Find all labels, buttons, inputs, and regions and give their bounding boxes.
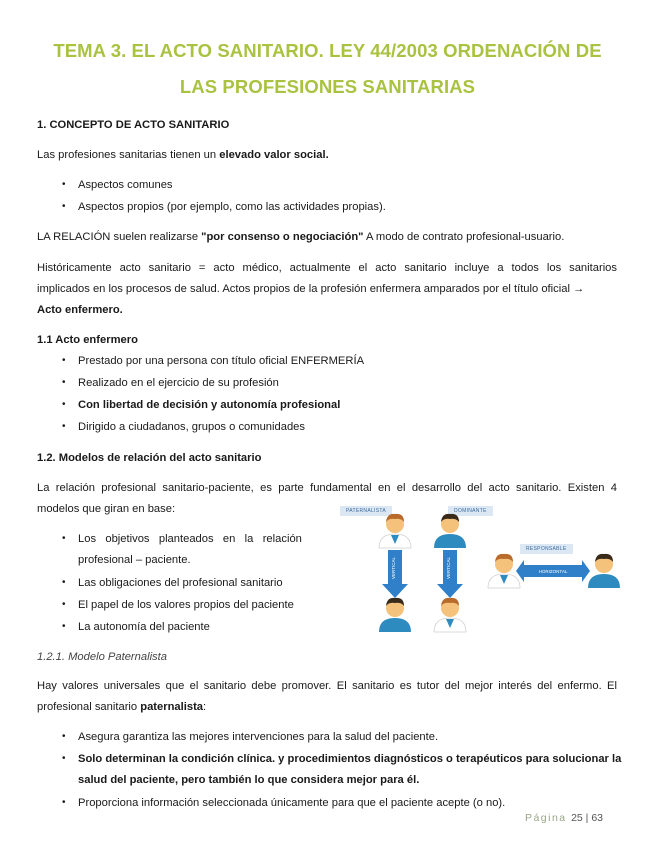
relacion-paragraph: LA RELACIÓN suelen realizarse "por consenso o negociación" A modo de contrato profesional-usuario. — [37, 231, 565, 243]
bullet-icon: • — [62, 533, 66, 544]
historico-line1: Históricamente acto sanitario = acto médico, actualmente el acto sanitario incluye a todos los sanitarios — [37, 262, 617, 274]
list-item: Realizado en el ejercicio de su profesión — [78, 377, 279, 389]
section-heading-concepto: 1. CONCEPTO DE ACTO SANITARIO — [37, 119, 230, 131]
bullet-icon: • — [62, 621, 66, 632]
bullet-icon: • — [62, 377, 66, 388]
document-title-line1: TEMA 3. EL ACTO SANITARIO. LEY 44/2003 ORDENACIÓN DE — [53, 40, 602, 61]
bullet-icon: • — [62, 355, 66, 366]
modelos-line1: La relación profesional sanitario-paciente, es parte fundamental en el desarrollo del acto sanitario. Existen 4 — [37, 482, 617, 494]
paternalista-line1: Hay valores universales que el sanitario debe promover. El sanitario es tutor del mejor interés del enfermo. El — [37, 680, 617, 692]
bullet-icon: • — [62, 399, 66, 410]
patient-icon — [379, 598, 411, 632]
patient-icon — [588, 554, 620, 588]
vertical-label: VERTICAL — [446, 557, 451, 579]
list-item: Dirigido a ciudadanos, grupos o comunidades — [78, 421, 306, 433]
list-item-continuation: salud del paciente, pero también lo que considera mejor para él. — [78, 774, 420, 786]
tag-dominante: DOMINANTE — [448, 506, 493, 516]
relationship-models-figure — [340, 500, 620, 640]
section-heading-paternalista: 1.2.1. Modelo Paternalista — [37, 651, 167, 663]
page-label: Página — [524, 812, 567, 824]
page-number: 25 | 63 — [571, 812, 603, 824]
bullet-icon: • — [62, 599, 66, 610]
paternalista-line2: profesional sanitario paternalista: — [37, 701, 207, 713]
list-item: La autonomía del paciente — [78, 621, 210, 633]
bullet-icon: • — [62, 421, 66, 432]
list-item: Las obligaciones del profesional sanitario — [78, 577, 283, 589]
bullet-icon: • — [62, 201, 66, 212]
figure-drawing — [340, 500, 620, 640]
page-footer — [525, 812, 603, 824]
list-item: Proporciona información seleccionada únicamente para que el paciente acepte (o no). — [78, 797, 506, 809]
list-item: Prestado por una persona con título oficial ENFERMERÍA — [78, 355, 365, 367]
tag-paternalista: PATERNALISTA — [340, 506, 392, 516]
list-item-continuation: profesional – paciente. — [78, 554, 191, 566]
bullet-icon: • — [62, 797, 66, 808]
list-item: Con libertad de decisión y autonomía profesional — [78, 399, 341, 411]
section-heading-modelos: 1.2. Modelos de relación del acto sanitario — [37, 452, 262, 464]
bullet-icon: • — [62, 179, 66, 190]
horizontal-label: HORIZONTAL — [538, 569, 568, 574]
list-item: Los objetivos planteados en la relación — [78, 533, 302, 545]
list-item: El papel de los valores propios del paciente — [78, 599, 294, 611]
doctor-icon — [379, 514, 411, 548]
section-heading-acto-enfermero: 1.1 Acto enfermero — [37, 334, 138, 346]
vertical-label: VERTICAL — [391, 557, 396, 579]
doctor-icon — [434, 598, 466, 632]
bullet-icon: • — [62, 731, 66, 742]
historico-line3: Acto enfermero. — [37, 304, 123, 316]
list-item: Aspectos propios (por ejemplo, como las actividades propias). — [78, 201, 386, 213]
intro-paragraph: Las profesiones sanitarias tienen un elevado valor social. — [37, 149, 329, 161]
list-item: Asegura garantiza las mejores intervenciones para la salud del paciente. — [78, 731, 439, 743]
tag-responsable: RESPONSABLE — [520, 544, 573, 554]
bullet-icon: • — [62, 577, 66, 588]
patient-icon — [434, 514, 466, 548]
historico-line2: implicados en los procesos de salud. Actos propios de la profesión enfermera amparados por el título oficial → — [37, 283, 585, 295]
list-item: Aspectos comunes — [78, 179, 173, 191]
document-title-line2: LAS PROFESIONES SANITARIAS — [179, 76, 476, 97]
modelos-line2: modelos que giran en base: — [37, 503, 176, 515]
list-item: Solo determinan la condición clínica. y procedimientos diagnósticos o terapéuticos para solucionar la — [78, 753, 622, 765]
bullet-icon: • — [62, 753, 66, 764]
doctor-icon — [488, 554, 520, 588]
